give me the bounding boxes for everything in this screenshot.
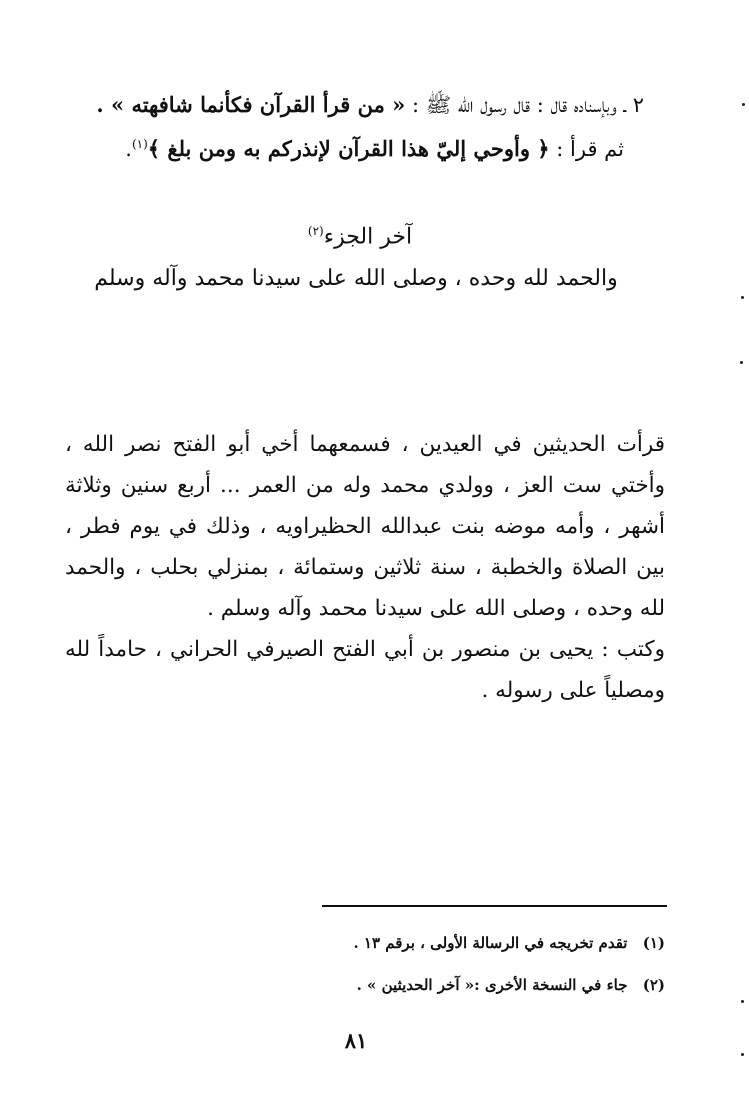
footnote-ref-1: (١) [131, 137, 148, 151]
scan-speck [741, 1000, 744, 1003]
footnote-1-number: (١) [642, 934, 665, 952]
hadith-intro: ٢ ـ وبإسناده قال : قال رسول الله ﷺ : [411, 93, 644, 117]
footnote-2-text: جاء في النسخة الأخرى :« آخر الحديثين » . [356, 976, 628, 994]
footnote-1 [353, 934, 665, 952]
colophon-paragraph-2: وكتب : يحيى بن منصور بن أبي الفتح الصيرفي الحراني ، حامداً لله ومصلياً على رسوله . [65, 637, 665, 703]
footnote-ref-2: (٢) [307, 224, 324, 238]
footnote-divider [322, 905, 667, 907]
scan-speck [742, 103, 745, 106]
footnote-2 [357, 976, 665, 994]
scan-speck [740, 361, 743, 364]
colophon-paragraph-1: قرأت الحديثين في العيدين ، فسمعهما أخي أبو الفتح نصر الله ، وأختي ست العز ، وولدي محمد وله من العمر ... أربع سنين وثلاثة أشهر ، وأمه موضه بنت عبدالله الحظيراويه ، وذلك في يوم فطر ، بين الصلاة والخطبة ، سنة ثلاثين وستمائة ، بمنزلي بحلب ، والحمد لله وحده ، وصلى الله على سيدنا محمد وآله وسلم . [65, 432, 665, 621]
scan-speck [741, 296, 744, 299]
footnote-2-number: (٢) [642, 976, 665, 994]
hadith-quote: « من قرأ القرآن فكأنما شافهته » . [96, 92, 406, 117]
scan-speck [741, 1053, 744, 1056]
footnote-1-text: تقدم تخريجه في الرسالة الأولى ، برقم ١٣ . [353, 934, 628, 952]
end-of-part-title [0, 224, 720, 249]
page-number: ٨١ [344, 1028, 368, 1053]
end-title-text: آخر الجزء [323, 224, 413, 250]
recitation-intro: ثم قرأ : [556, 137, 624, 161]
verse-end-period: . [125, 137, 132, 161]
hadith-line-2 [125, 136, 624, 161]
closing-praise: والحمد لله وحده ، وصلى الله على سيدنا محمد وآله وسلم [94, 266, 618, 291]
hadith-line-1 [96, 92, 644, 123]
quran-verse: ﴿ وأوحي إليّ هذا القرآن لإنذركم به ومن بلغ ﴾ [147, 136, 550, 161]
colophon [65, 424, 665, 711]
